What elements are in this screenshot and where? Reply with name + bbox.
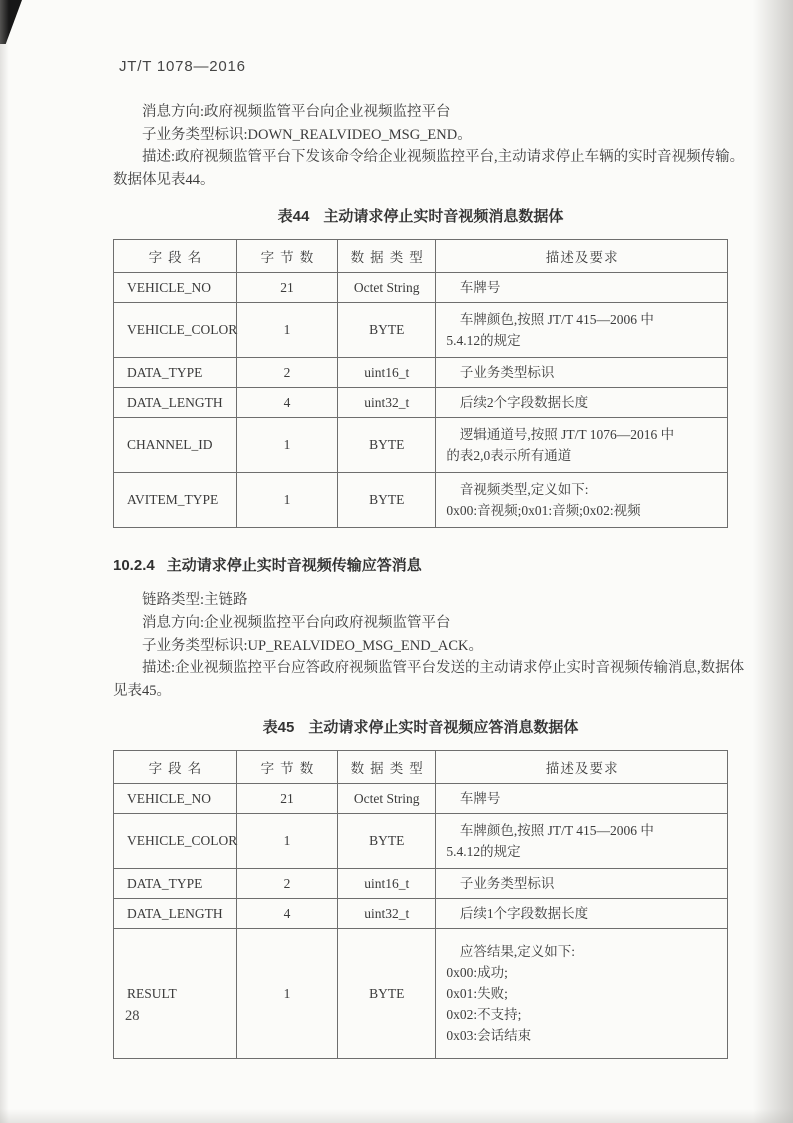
cell-description: [436, 899, 728, 929]
cell-byte-count: 2: [236, 358, 337, 388]
description-line: 后续1个字段数据长度: [459, 906, 589, 922]
cell-data-type: uint32_t: [338, 899, 436, 929]
table44-caption-title: 主动请求停止实时音视频消息数据体: [323, 208, 564, 226]
table-44: [113, 239, 728, 528]
table-row: [114, 418, 728, 473]
paragraph-line: 消息方向:政府视频监管平台向企业视频监控平台: [142, 104, 451, 120]
cell-description: [436, 814, 728, 869]
cell-data-type: BYTE: [338, 303, 436, 358]
description-line: 0x03:会话结束: [446, 1028, 532, 1044]
column-header: 字节数: [236, 240, 337, 273]
cell-description: [436, 784, 728, 814]
description-line: 车牌号: [459, 280, 501, 296]
cell-description: [436, 273, 728, 303]
table-row: [114, 869, 728, 899]
column-header: 描述及要求: [436, 240, 728, 273]
column-header: 字段名: [114, 240, 237, 273]
description-line: 5.4.12的规定: [446, 333, 521, 349]
paragraph-line: 子业务类型标识:UP_REALVIDEO_MSG_END_ACK。: [142, 637, 484, 654]
table45-caption: [113, 716, 728, 737]
table-row: [114, 929, 728, 1059]
cell-data-type: uint16_t: [338, 358, 436, 388]
table-45: [113, 750, 728, 1059]
cell-field-name: VEHICLE_COLOR: [114, 814, 237, 869]
description-line: 0x01:失败;: [446, 986, 508, 1002]
section-title: 主动请求停止实时音视频传输应答消息: [166, 557, 422, 575]
description-line: 逻辑通道号,按照 JT/T 1076—2016 中: [459, 427, 675, 443]
description-line: 后续2个字段数据长度: [459, 395, 589, 411]
section-number: 10.2.4: [113, 557, 155, 575]
paragraph-line: 子业务类型标识:DOWN_REALVIDEO_MSG_END。: [142, 126, 472, 143]
cell-data-type: BYTE: [338, 929, 436, 1059]
description-line: 音视频类型,定义如下:: [459, 482, 589, 498]
description-line: 车牌颜色,按照 JT/T 415—2006 中: [459, 823, 654, 839]
description-line: 子业务类型标识: [459, 365, 555, 381]
cell-description: [436, 869, 728, 899]
description-line: 0x00:音视频;0x01:音频;0x02:视频: [446, 503, 641, 519]
page-number: 28: [125, 1008, 140, 1024]
table-row: [114, 473, 728, 528]
description-line: 5.4.12的规定: [446, 844, 521, 860]
paragraph-line: 数据体见表44。: [113, 171, 215, 188]
column-header: 描述及要求: [436, 751, 728, 784]
column-header: 字节数: [236, 751, 337, 784]
cell-description: [436, 418, 728, 473]
cell-description: [436, 929, 728, 1059]
cell-field-name: RESULT: [114, 929, 237, 1059]
document-page: [113, 58, 745, 1059]
cell-byte-count: 4: [236, 388, 337, 418]
cell-field-name: VEHICLE_NO: [114, 784, 237, 814]
description-line: 子业务类型标识: [459, 876, 555, 892]
cell-byte-count: 2: [236, 869, 337, 899]
table44-caption: [113, 205, 728, 226]
cell-data-type: Octet String: [338, 784, 436, 814]
cell-data-type: BYTE: [338, 814, 436, 869]
cell-field-name: DATA_LENGTH: [114, 899, 237, 929]
description-line: 0x02:不支持;: [446, 1007, 522, 1023]
cell-data-type: Octet String: [338, 273, 436, 303]
table45-caption-label: 表45: [262, 719, 295, 737]
scan-left-edge-shadow: [0, 0, 9, 1123]
section-heading: [113, 554, 728, 575]
scan-right-edge-shadow: [753, 0, 793, 1123]
paragraph-line: 见表45。: [113, 682, 171, 699]
table-row: [114, 358, 728, 388]
cell-byte-count: 4: [236, 899, 337, 929]
cell-field-name: DATA_LENGTH: [114, 388, 237, 418]
cell-byte-count: 1: [236, 473, 337, 528]
cell-byte-count: 1: [236, 814, 337, 869]
column-header: 字段名: [114, 751, 237, 784]
column-header: 数据类型: [338, 751, 436, 784]
description-line: 的表2,0表示所有通道: [446, 448, 572, 464]
column-header: 数据类型: [338, 240, 436, 273]
table-row: [114, 784, 728, 814]
cell-field-name: VEHICLE_COLOR: [114, 303, 237, 358]
header-row: [114, 240, 728, 273]
cell-byte-count: 1: [236, 929, 337, 1059]
cell-byte-count: 21: [236, 273, 337, 303]
cell-data-type: uint32_t: [338, 388, 436, 418]
table45-caption-title: 主动请求停止实时音视频应答消息数据体: [308, 719, 579, 737]
cell-description: [436, 388, 728, 418]
table-row: [114, 388, 728, 418]
table-row: [114, 303, 728, 358]
cell-byte-count: 1: [236, 418, 337, 473]
cell-byte-count: 1: [236, 303, 337, 358]
cell-description: [436, 358, 728, 388]
cell-description: [436, 303, 728, 358]
description-line: 应答结果,定义如下:: [459, 944, 575, 960]
intro-paragraph: [113, 101, 745, 191]
cell-description: [436, 473, 728, 528]
cell-field-name: DATA_TYPE: [114, 869, 237, 899]
doc-number: JT/T 1078—2016: [119, 58, 246, 75]
cell-field-name: AVITEM_TYPE: [114, 473, 237, 528]
paragraph-line: 链路类型:主链路: [142, 592, 248, 609]
cell-field-name: CHANNEL_ID: [114, 418, 237, 473]
description-line: 0x00:成功;: [446, 965, 508, 981]
table-row: [114, 814, 728, 869]
table44-caption-label: 表44: [277, 208, 310, 226]
section-paragraph: [113, 589, 745, 702]
cell-byte-count: 21: [236, 784, 337, 814]
cell-data-type: BYTE: [338, 473, 436, 528]
scan-bottom-edge-shadow: [0, 1109, 793, 1123]
paragraph-line: 描述:企业视频监控平台应答政府视频监管平台发送的主动请求停止实时音视频传输消息,数据体: [142, 660, 745, 677]
description-line: 车牌号: [459, 791, 501, 807]
paragraph-line: 描述:政府视频监管平台下发该命令给企业视频监控平台,主动请求停止车辆的实时音视频传输。: [142, 149, 745, 166]
header-row: [114, 751, 728, 784]
cell-field-name: DATA_TYPE: [114, 358, 237, 388]
cell-field-name: VEHICLE_NO: [114, 273, 237, 303]
cell-data-type: uint16_t: [338, 869, 436, 899]
cell-data-type: BYTE: [338, 418, 436, 473]
table-row: [114, 273, 728, 303]
description-line: 车牌颜色,按照 JT/T 415—2006 中: [459, 312, 654, 328]
table-row: [114, 899, 728, 929]
paragraph-line: 消息方向:企业视频监控平台向政府视频监管平台: [142, 614, 451, 631]
